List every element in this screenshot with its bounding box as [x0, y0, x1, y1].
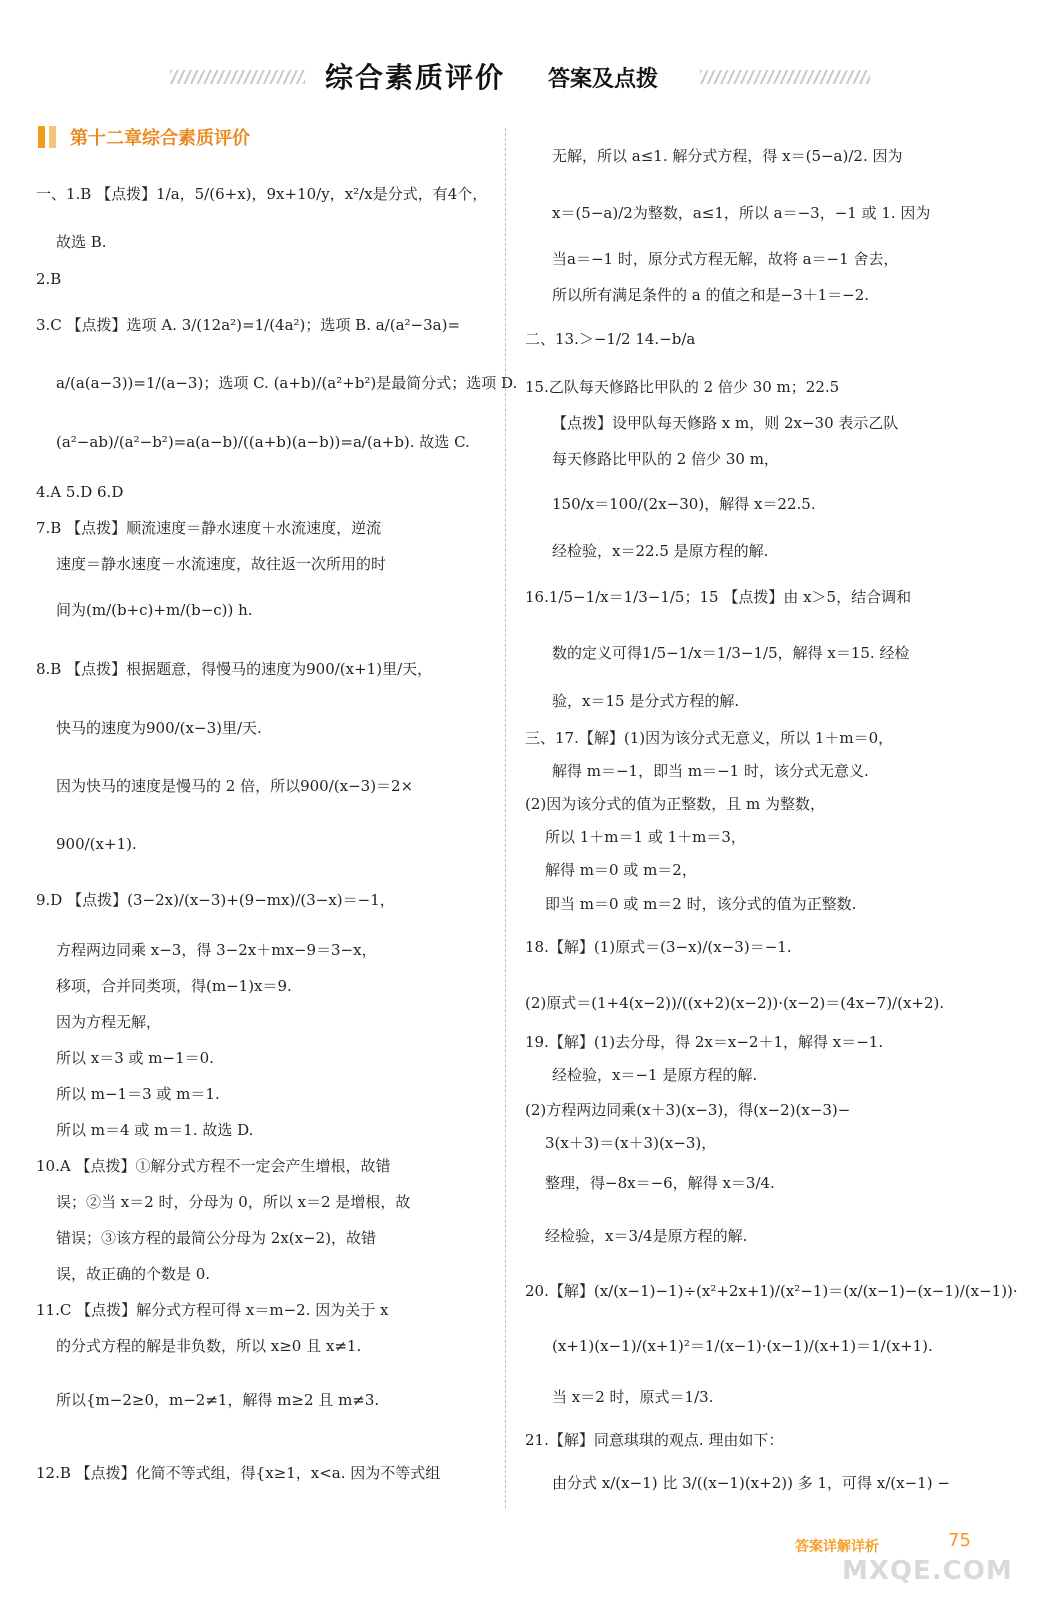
- answer-line: 10.A 【点拨】①解分式方程不一定会产生增根，故错: [36, 1157, 391, 1175]
- answer-line: 三、17.【解】(1)因为该分式无意义，所以 1＋m＝0，: [525, 729, 894, 747]
- column-divider: [505, 128, 507, 1508]
- answer-line: 21.【解】同意琪琪的观点. 理由如下：: [525, 1431, 784, 1449]
- answer-line: 间为(m/(b+c)+m/(b−c)) h.: [56, 601, 253, 619]
- answer-line: 经检验，x＝22.5 是原方程的解.: [552, 542, 769, 560]
- answer-line: 快马的速度为900/(x−3)里/天.: [56, 719, 262, 737]
- header-hatch-right: [700, 70, 870, 84]
- answer-line: 3.C 【点拨】选项 A. 3/(12a²)=1/(4a²)；选项 B. a/(a²−3a)=: [36, 316, 461, 334]
- section-title: 第十二章综合素质评价: [70, 128, 250, 149]
- section-marker: [49, 126, 56, 148]
- answer-line: 900/(x+1).: [56, 835, 137, 853]
- answer-line: 所以 x＝3 或 m−1＝0.: [56, 1049, 214, 1067]
- answer-line: 2.B: [36, 270, 62, 288]
- answer-line: 7.B 【点拨】顺流速度＝静水速度＋水流速度，逆流: [36, 519, 382, 537]
- answer-line: (2)因为该分式的值为正整数，且 m 为整数，: [525, 795, 826, 813]
- page-number: 75: [948, 1530, 971, 1551]
- answer-line: 经检验，x＝−1 是原方程的解.: [552, 1066, 758, 1084]
- answer-line: 19.【解】(1)去分母，得 2x＝x−2＋1，解得 x＝−1.: [525, 1033, 884, 1051]
- answer-line: 整理，得−8x＝−6，解得 x＝3/4.: [545, 1174, 775, 1192]
- section-heading: [38, 124, 250, 150]
- answer-line: 【点拨】设甲队每天修路 x m，则 2x−30 表示乙队: [552, 414, 899, 432]
- answer-line: 150/x＝100/(2x−30)，解得 x＝22.5.: [552, 495, 816, 513]
- answer-line: 4.A 5.D 6.D: [36, 483, 124, 501]
- watermark: MXQE.COM: [842, 1556, 1013, 1586]
- answer-line: 所以 m−1＝3 或 m＝1.: [56, 1085, 220, 1103]
- answer-line: 当 x＝2 时，原式＝1/3.: [552, 1388, 714, 1406]
- answer-line: 误；②当 x＝2 时，分母为 0，所以 x＝2 是增根，故: [56, 1193, 411, 1211]
- answer-line: 二、13.＞−1/2 14.−b/a: [525, 330, 696, 348]
- answer-line: 无解，所以 a≤1. 解分式方程，得 x＝(5−a)/2. 因为: [552, 147, 903, 165]
- answer-line: 经检验，x＝3/4是原方程的解.: [545, 1227, 748, 1245]
- answer-line: 错误；③该方程的最简公分母为 2x(x−2)，故错: [56, 1229, 377, 1247]
- answer-line: 移项，合并同类项，得(m−1)x＝9.: [56, 977, 292, 995]
- answer-line: 即当 m＝0 或 m＝2 时，该分式的值为正整数.: [545, 895, 857, 913]
- answer-line: 验，x＝15 是分式方程的解.: [552, 692, 740, 710]
- answer-line: 因为方程无解，: [56, 1013, 162, 1031]
- answer-line: 所以 1＋m＝1 或 1＋m＝3，: [545, 828, 746, 846]
- answer-line: (a²−ab)/(a²−b²)=a(a−b)/((a+b)(a−b))=a/(a+b). 故选 C.: [56, 433, 470, 451]
- answer-line: 18.【解】(1)原式＝(3−x)/(x−3)＝−1.: [525, 938, 792, 956]
- footer-label: 答案详解详析: [795, 1539, 879, 1555]
- answer-line: x＝(5−a)/2为整数，a≤1，所以 a＝−3，−1 或 1. 因为: [552, 204, 931, 222]
- section-marker: [38, 126, 45, 148]
- answer-line: (2)原式＝(1+4(x−2))/((x+2)(x−2))·(x−2)＝(4x−7)/(x+2).: [525, 994, 945, 1012]
- header-hatch-left: [170, 70, 305, 84]
- answer-line: (x+1)(x−1)/(x+1)²＝1/(x−1)·(x−1)/(x+1)＝1/(x+1).: [552, 1337, 933, 1355]
- answer-line: 速度＝静水速度－水流速度，故往返一次所用的时: [56, 555, 387, 573]
- answer-line: 所以{m−2≥0，m−2≠1，解得 m≥2 且 m≠3.: [56, 1391, 380, 1409]
- answer-line: 数的定义可得1/5−1/x＝1/3−1/5，解得 x＝15. 经检: [552, 644, 910, 662]
- answer-line: 的分式方程的解是非负数，所以 x≥0 且 x≠1.: [56, 1337, 362, 1355]
- answer-line: 由分式 x/(x−1) 比 3/((x−1)(x+2)) 多 1，可得 x/(x−1) −: [552, 1474, 950, 1492]
- header-title: 综合素质评价: [325, 61, 506, 94]
- answer-line: 解得 m＝−1，即当 m＝−1 时，该分式无意义.: [552, 762, 869, 780]
- answer-line: 3(x＋3)＝(x＋3)(x−3)，: [545, 1134, 717, 1152]
- answer-line: 9.D 【点拨】(3−2x)/(x−3)+(9−mx)/(3−x)＝−1，: [36, 891, 395, 909]
- answer-line: 因为快马的速度是慢马的 2 倍，所以900/(x−3)＝2×: [56, 777, 414, 795]
- answer-line: a/(a(a−3))=1/(a−3)；选项 C. (a+b)/(a²+b²)是最简分式；选项 D.: [56, 374, 518, 392]
- answer-line: 15.乙队每天修路比甲队的 2 倍少 30 m；22.5: [525, 378, 840, 396]
- answer-line: 12.B 【点拨】化简不等式组，得{x≥1，x<a. 因为不等式组: [36, 1464, 441, 1482]
- answer-line: 所以 m＝4 或 m＝1. 故选 D.: [56, 1121, 254, 1139]
- answer-line: 20.【解】(x/(x−1)−1)÷(x²+2x+1)/(x²−1)＝(x/(x−1)−(x−1)/(x−1))·: [525, 1282, 1018, 1300]
- header-subtitle: 答案及点拨: [548, 67, 659, 92]
- answer-line: 一、1.B 【点拨】1/a，5/(6+x)，9x+10/y，x²/x是分式，有4个，: [36, 185, 488, 203]
- answer-line: 故选 B.: [56, 233, 107, 251]
- answer-line: 方程两边同乘 x−3，得 3−2x＋mx−9＝3−x，: [56, 941, 377, 959]
- answer-line: 8.B 【点拨】根据题意，得慢马的速度为900/(x+1)里/天，: [36, 660, 433, 678]
- answer-line: 所以所有满足条件的 a 的值之和是−3＋1＝−2.: [552, 286, 870, 304]
- answer-line: 每天修路比甲队的 2 倍少 30 m，: [552, 450, 779, 468]
- answer-line: 当a＝−1 时，原分式方程无解，故将 a＝−1 舍去，: [552, 250, 899, 268]
- answer-line: (2)方程两边同乘(x＋3)(x−3)，得(x−2)(x−3)−: [525, 1101, 851, 1119]
- page-header: [0, 56, 1040, 96]
- answer-line: 11.C 【点拨】解分式方程可得 x＝m−2. 因为关于 x: [36, 1301, 389, 1319]
- answer-line: 16.1/5−1/x＝1/3−1/5；15 【点拨】由 x＞5，结合调和: [525, 588, 912, 606]
- answer-line: 解得 m＝0 或 m＝2，: [545, 861, 697, 879]
- answer-line: 误，故正确的个数是 0.: [56, 1265, 211, 1283]
